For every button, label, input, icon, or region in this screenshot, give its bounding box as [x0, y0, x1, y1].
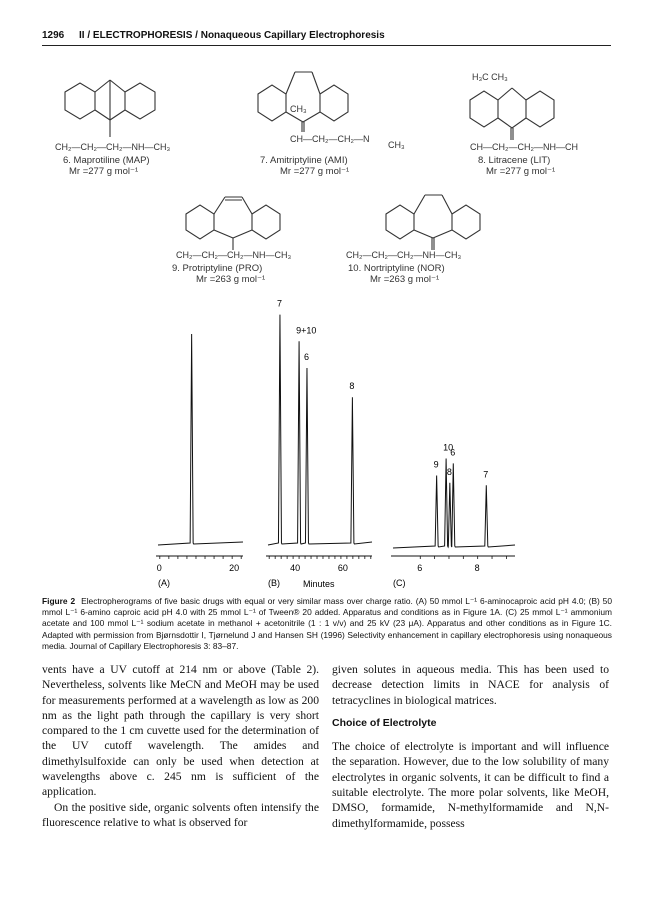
left-column [42, 662, 319, 830]
peak-label: 10 [443, 442, 454, 453]
right-column [332, 662, 609, 831]
paragraph: given solutes in aqueous media. This has been used to decrease detection limits in NACE for analysis of tetracyclines in biological matrices. [332, 663, 609, 707]
structure-name: 7. Amitriptyline (AMI) [260, 155, 348, 166]
header-rule [42, 45, 611, 46]
substituent-ch3: CH₃ [388, 140, 405, 150]
electropherogram-chart [140, 300, 530, 590]
paragraph: The choice of electrolyte is important and will influence the separation. However, due to the low solubility of many electrolytes in organic solvents, it can be difficult to find a suitable electrolyte. The more polar solvents, like MeOH, DMSO, formamide, N-methylformamide and N,N-dimethylformamide, possess [332, 740, 609, 830]
tick-label: 8 [474, 563, 480, 573]
tick-label: 60 [337, 563, 348, 573]
trace-line [268, 315, 372, 545]
figure-caption [42, 596, 612, 652]
tick-label: 0 [156, 563, 162, 573]
caption-text: Electropherograms of five basic drugs with equal or very similar mass over charge ratio. (A) 50 mmol L⁻¹ 6-aminocaproic acid pH 4.0; (B) 50 mmol L⁻¹ 6-amino caproic acid pH 4.0 with 25 mmol L⁻¹ of Tween® 20 added. Apparatus and conditions as in Figure 1A. (C) 25 mmol L⁻¹ ammonium acetate and 100 mmol L⁻¹ sodium acetate in methanol + acetonitrile (1 : 1 v/v) and 25 kV (23 μA). Apparatus and other conditions as in Figure 1C. Adapted with permission from Bjørnsdottir I, Tjørnelund J and Hansen SH (1996) Selectivity enhancement in capillary electrophoresis using nonaqueous media. Journal of Capillary Electrophoresis 3: 83–87. [42, 596, 612, 651]
running-header [42, 30, 397, 41]
peak-label: 9 [433, 459, 439, 470]
structure-chain: CH—CH₂—CH₂—NH—CH [470, 142, 578, 152]
paragraph: On the positive side, organic solvents often intensify the fluorescence relative to what is observed for [42, 800, 319, 829]
nortriptyline-skeleton-icon [380, 192, 500, 250]
substituent-methyls: H₃C CH₃ [472, 72, 508, 82]
tick-label: 6 [417, 563, 423, 573]
structure-mass: Mr =277 g mol⁻¹ [486, 166, 556, 177]
x-axis-label: Minutes [303, 579, 335, 589]
running-title: II / ELECTROPHORESIS / Nonaqueous Capillary Electrophoresis [79, 30, 385, 41]
structure-maprotiline [55, 62, 205, 177]
structure-chain: CH₂—CH₂—CH₂—NH—CH₃ [55, 142, 171, 152]
structure-chain: CH₂—CH₂—CH₂—NH—CH₃ [346, 250, 462, 260]
substituent-ch3: CH₃ [290, 104, 307, 114]
paragraph: vents have a UV cutoff at 214 nm or above (Table 2). Nevertheless, solvents like MeCN and MeOH may be used for measurements performed at a wavelength as low as 200 nm as the light path through the capillary is very short compared to the 1 cm cuvette used for the determination of the UV cutoff wavelength. The amides and dimethylsulfoxide can only be used when detection at wavelengths above c. 245 nm is sufficient of the application. [42, 663, 319, 799]
structure-name: 6. Maprotiline (MAP) [63, 155, 150, 166]
panel-label: (C) [393, 578, 406, 588]
tick-label: 20 [229, 563, 240, 573]
peak-label: 8 [349, 381, 355, 392]
amitriptyline-skeleton-icon [250, 62, 410, 132]
peak-label: 7 [483, 469, 489, 480]
structure-name: 9. Protriptyline (PRO) [172, 263, 263, 274]
panel-label: (B) [268, 578, 280, 588]
structure-name: 10. Nortriptyline (NOR) [348, 263, 445, 274]
structure-mass: Mr =277 g mol⁻¹ [69, 166, 139, 177]
structure-chain: CH₂—CH₂—CH₂—NH—CH₃ [176, 250, 292, 260]
tick-label: 40 [290, 563, 301, 573]
section-heading: Choice of Electrolyte [332, 716, 437, 729]
structure-mass: Mr =263 g mol⁻¹ [196, 274, 266, 285]
peak-label: 6 [303, 352, 309, 363]
peak-label: 8 [446, 466, 452, 477]
trace-line [393, 459, 515, 548]
structure-mass: Mr =263 g mol⁻¹ [370, 274, 440, 285]
maprotiline-skeleton-icon [55, 62, 205, 142]
peak-label: 7 [276, 300, 282, 309]
panel-label: (A) [158, 578, 170, 588]
page-number: 1296 [42, 30, 65, 41]
caption-label: Figure 2 [42, 596, 76, 606]
structure-litracene [450, 62, 620, 177]
structure-protriptyline [140, 192, 340, 292]
peak-label: 9+10 [296, 325, 317, 336]
structure-mass: Mr =277 g mol⁻¹ [280, 166, 350, 177]
structure-amitriptyline [250, 62, 410, 177]
peak-label: 6 [450, 447, 456, 458]
trace-line [158, 334, 243, 545]
structure-name: 8. Litracene (LIT) [478, 155, 551, 166]
structure-nortriptyline [340, 192, 540, 292]
protriptyline-skeleton-icon [180, 192, 300, 250]
structure-chain: CH—CH₂—CH₂—N [290, 134, 370, 144]
